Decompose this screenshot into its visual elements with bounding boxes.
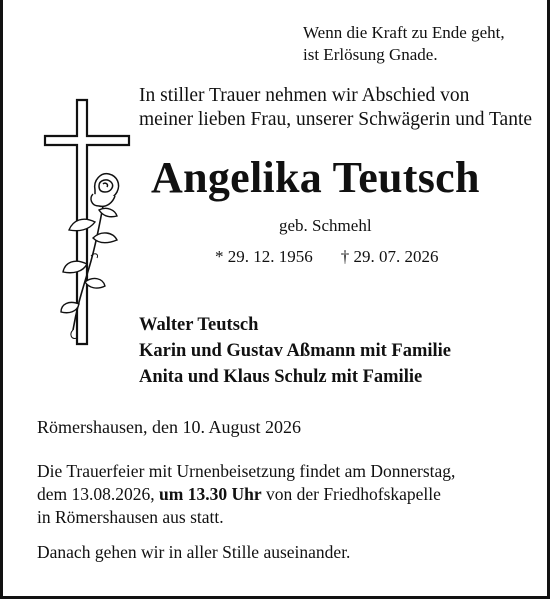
intro-text [139, 84, 539, 132]
mourner-item: Walter Teutsch [139, 315, 259, 335]
place-and-date: Römershausen, den 10. August 2026 [37, 417, 301, 437]
ceremony-time: um 13.30 Uhr [159, 484, 262, 504]
ceremony-details [37, 460, 537, 529]
closing-text: Danach gehen wir in aller Stille auseinander. [37, 542, 351, 562]
cross-with-rose-icon [43, 98, 135, 348]
maiden-name: geb. Schmehl [279, 216, 372, 235]
mourners-list [139, 312, 451, 390]
ceremony-date: dem 13.08.2026, [37, 484, 160, 504]
life-dates [215, 246, 439, 268]
intro-line-2: meiner lieben Frau, unserer Schwägerin und Tante [139, 109, 533, 130]
birth-date: * 29. 12. 1956 [215, 247, 313, 266]
deceased-name: Angelika Teutsch [151, 153, 480, 202]
ceremony-location: von der Friedhofskapelle [261, 484, 441, 504]
motto-line-1: Wenn die Kraft zu Ende geht, [303, 23, 505, 42]
motto-line-2: ist Erlösung Gnade. [303, 45, 438, 64]
intro-line-1: In stiller Trauer nehmen wir Abschied von [139, 85, 470, 106]
ceremony-line-2 [37, 483, 537, 506]
ceremony-line-3: in Römershausen aus statt. [37, 507, 224, 527]
ceremony-line-1: Die Trauerfeier mit Urnenbeisetzung findet am Donnerstag, [37, 461, 456, 481]
mourner-item: Anita und Klaus Schulz mit Familie [139, 367, 423, 387]
mourner-item: Karin und Gustav Aßmann mit Familie [139, 341, 451, 361]
death-date: † 29. 07. 2026 [340, 247, 439, 266]
motto [303, 22, 543, 66]
